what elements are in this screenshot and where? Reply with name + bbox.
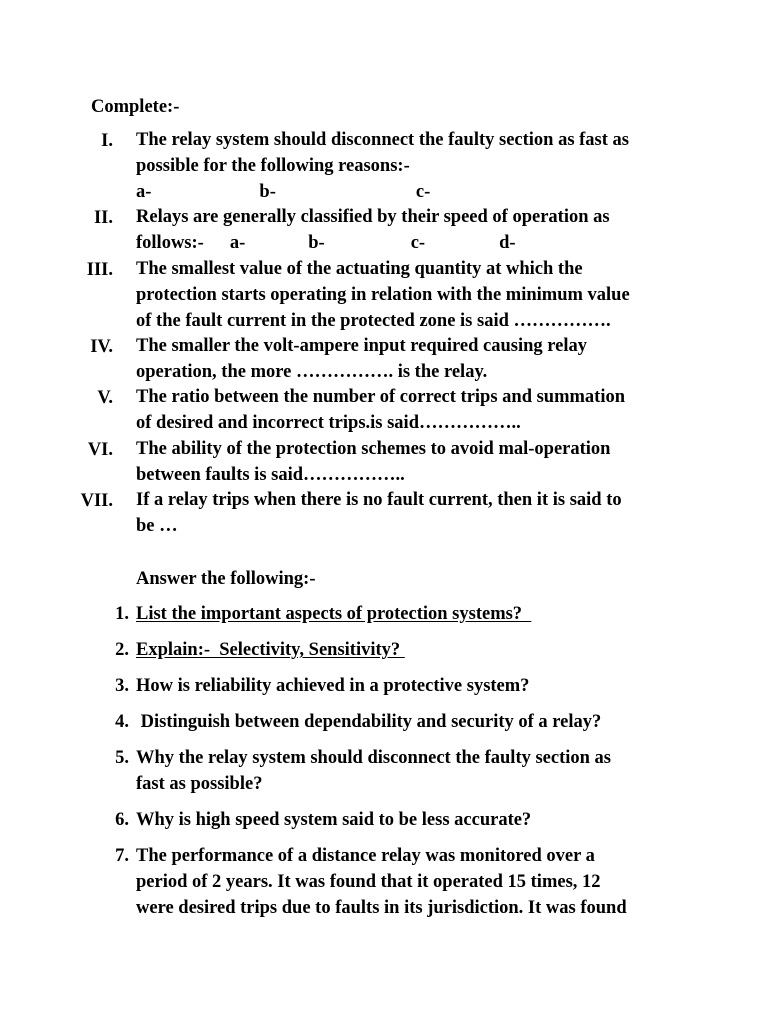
answer-heading: Answer the following:- bbox=[136, 569, 316, 589]
option-a: a- bbox=[136, 181, 152, 202]
item-number: VII. bbox=[80, 491, 113, 511]
question-text bbox=[136, 601, 681, 627]
question-line: fast as possible? bbox=[136, 774, 263, 794]
question-number: 5. bbox=[115, 748, 129, 768]
item-line: of desired and incorrect trips.is said…………….. bbox=[136, 412, 521, 433]
item-line: The smallest value of the actuating quantity at which the bbox=[136, 259, 583, 279]
question-number: 3. bbox=[115, 676, 129, 696]
question-number: 6. bbox=[115, 810, 129, 830]
item-text bbox=[136, 385, 681, 437]
question-line: Why is high speed system said to be less accurate? bbox=[136, 810, 532, 830]
complete-heading: Complete:- bbox=[91, 97, 180, 117]
question-line: Explain:- Selectivity, Sensitivity? bbox=[136, 640, 405, 660]
option-row bbox=[136, 180, 681, 206]
item-line: follows:- bbox=[136, 232, 204, 253]
question-text bbox=[136, 673, 681, 699]
question-number: 2. bbox=[115, 640, 129, 660]
item-text bbox=[136, 437, 681, 489]
question-line: Distinguish between dependability and security of a relay? bbox=[136, 712, 602, 732]
option-row bbox=[136, 231, 681, 257]
item-line: If a relay trips when there is no fault current, then it is said to bbox=[136, 490, 622, 510]
item-line: of the fault current in the protected zone is said ……………. bbox=[136, 310, 611, 331]
question-number: 7. bbox=[115, 846, 129, 866]
question-text bbox=[136, 807, 681, 833]
item-line: Relays are generally classified by their speed of operation as bbox=[136, 207, 610, 227]
item-number: III. bbox=[86, 260, 113, 280]
item-text bbox=[136, 128, 681, 205]
question-line: List the important aspects of protection systems? bbox=[136, 604, 532, 624]
question-line: The performance of a distance relay was monitored over a bbox=[136, 846, 595, 866]
item-number: V. bbox=[97, 388, 113, 408]
option-c: c- bbox=[415, 181, 431, 202]
question-text bbox=[136, 709, 681, 735]
question-number: 1. bbox=[115, 604, 129, 624]
option-c: c- bbox=[410, 232, 426, 253]
item-line: The ratio between the number of correct trips and summation bbox=[136, 387, 626, 407]
item-line: The relay system should disconnect the faulty section as fast as bbox=[136, 130, 629, 150]
item-text bbox=[136, 334, 681, 386]
item-number: VI. bbox=[87, 440, 113, 460]
question-line: were desired trips due to faults in its jurisdiction. It was found bbox=[136, 898, 627, 918]
question-text bbox=[136, 843, 681, 921]
question-text bbox=[136, 745, 681, 797]
item-line: protection starts operating in relation with the minimum value bbox=[136, 284, 630, 305]
item-number: II. bbox=[93, 208, 113, 228]
item-line: be … bbox=[136, 515, 178, 536]
item-text bbox=[136, 257, 681, 334]
question-line: Why the relay system should disconnect the faulty section as bbox=[136, 748, 612, 768]
item-number: IV. bbox=[90, 337, 113, 357]
item-line: possible for the following reasons:- bbox=[136, 155, 410, 176]
item-line: The ability of the protection schemes to avoid mal-operation bbox=[136, 439, 611, 459]
question-line: period of 2 years. It was found that it operated 15 times, 12 bbox=[136, 872, 601, 892]
question-text bbox=[136, 637, 681, 663]
option-b: b- bbox=[308, 232, 325, 253]
option-b: b- bbox=[259, 181, 276, 202]
item-number: I. bbox=[101, 131, 113, 151]
option-a: a- bbox=[229, 232, 246, 253]
item-line: operation, the more ……………. is the relay. bbox=[136, 361, 488, 382]
item-text bbox=[136, 205, 681, 257]
item-text bbox=[136, 488, 681, 540]
item-line: between faults is said…………….. bbox=[136, 464, 405, 485]
item-line: The smaller the volt-ampere input required causing relay bbox=[136, 336, 588, 356]
question-line: How is reliability achieved in a protective system? bbox=[136, 676, 530, 696]
question-number: 4. bbox=[115, 712, 129, 732]
option-d: d- bbox=[499, 232, 516, 253]
